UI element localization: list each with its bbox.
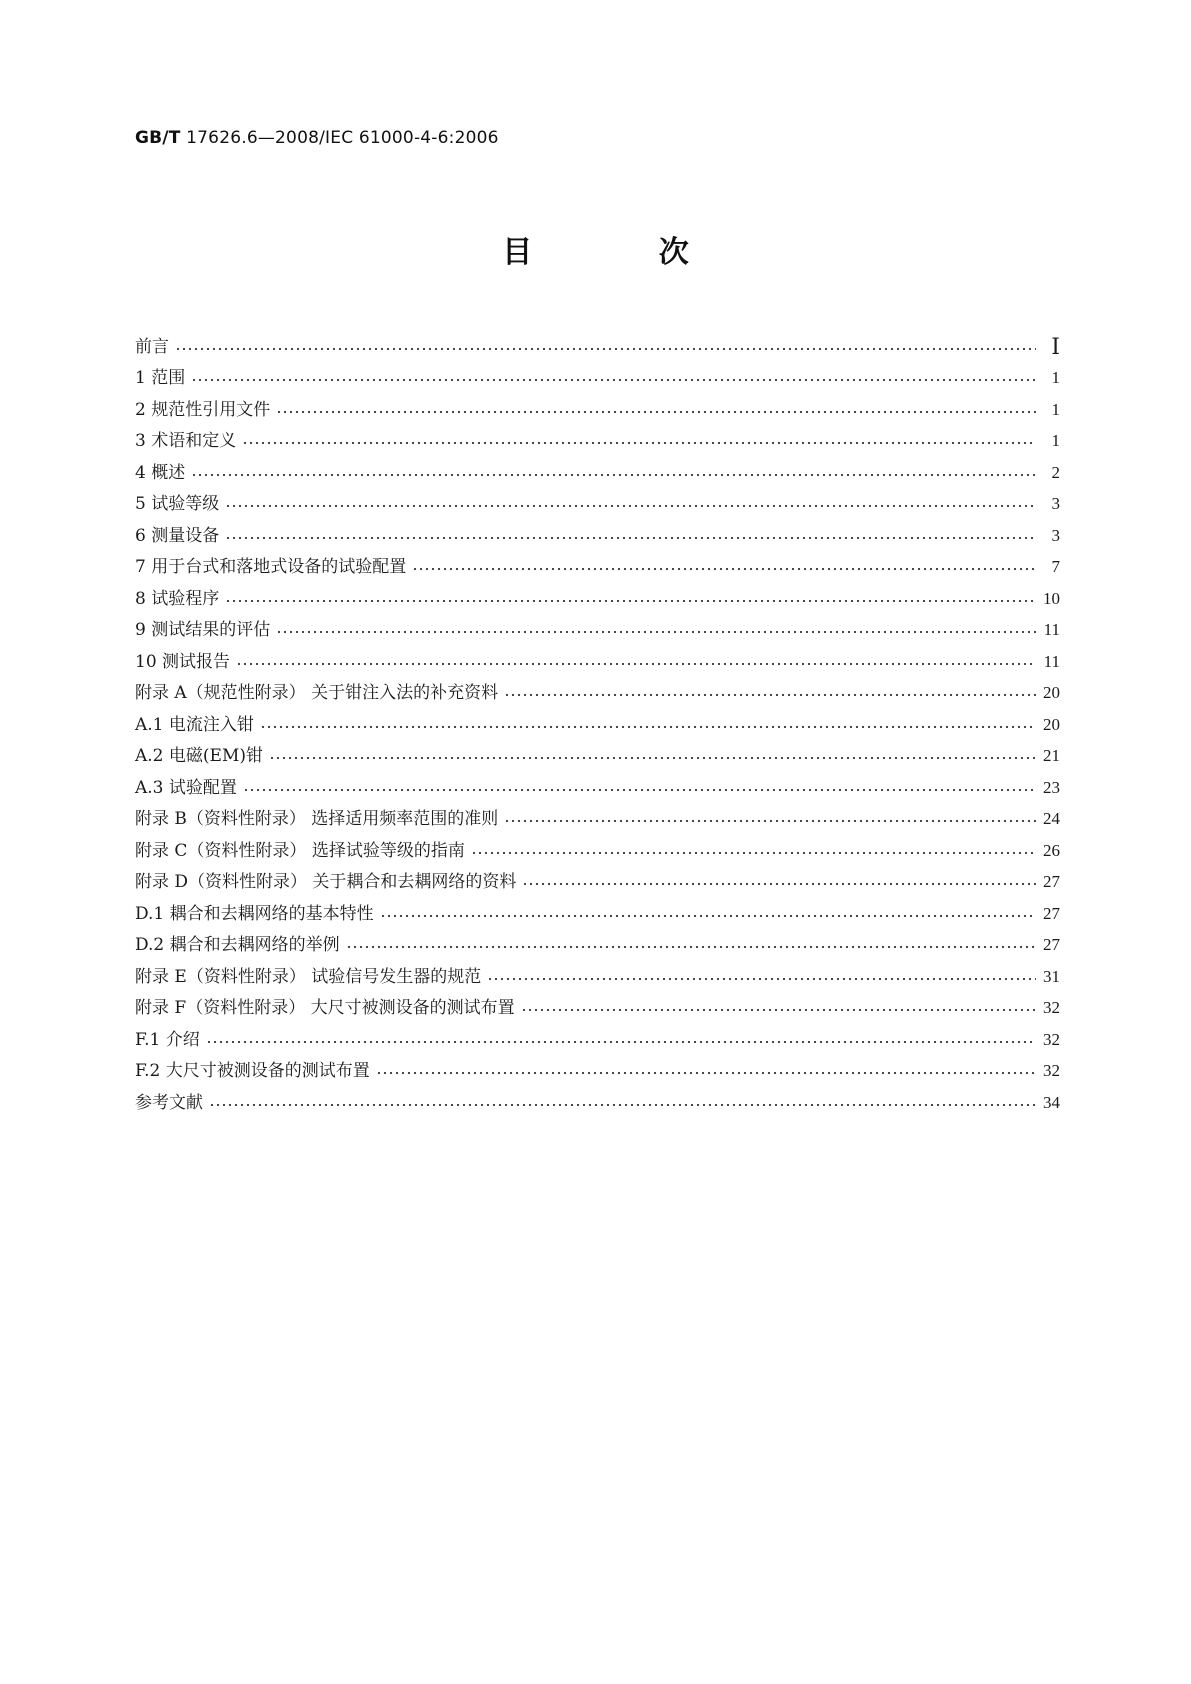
toc-entry-page-number: 21 <box>1043 746 1060 765</box>
toc-entry[interactable] <box>135 988 1060 1020</box>
toc-entry-label: 1 范围 <box>135 368 186 388</box>
toc-entry-label: 4 概述 <box>135 462 186 483</box>
toc-entry-label: 附录 D（资料性附录） 关于耦合和去耦网络的资料 <box>135 872 517 892</box>
toc-entry[interactable] <box>135 484 1060 516</box>
toc-entry-page-number: 1 <box>1051 431 1060 450</box>
dot-leader <box>209 1102 1036 1108</box>
dot-leader <box>376 1070 1036 1076</box>
toc-entry-page-number: 27 <box>1043 903 1060 923</box>
dot-leader <box>504 818 1036 824</box>
dot-leader <box>269 755 1036 761</box>
toc-entry-label: A.3 试验配置 <box>135 777 237 798</box>
toc-title: 目 次 <box>502 235 747 270</box>
toc-entry-page-number: 1 <box>1051 368 1060 387</box>
dot-leader <box>504 692 1036 698</box>
toc-entry-page-number: 3 <box>1051 525 1060 545</box>
toc-entry-page-number: 1 <box>1051 399 1060 419</box>
toc-entry-page-number: 20 <box>1043 714 1060 734</box>
toc-entry[interactable] <box>135 956 1060 988</box>
dot-leader <box>346 944 1036 950</box>
toc-entry-label: 8 试验程序 <box>135 588 220 609</box>
toc-entry[interactable] <box>135 326 1060 358</box>
toc-entry-label: 10 测试报告 <box>135 651 231 672</box>
toc-entry[interactable] <box>135 673 1060 705</box>
toc-entry-page-number: 24 <box>1043 809 1060 828</box>
toc-entry-label: F.2 大尺寸被测设备的测试布置 <box>135 1061 370 1081</box>
toc-entry[interactable] <box>135 515 1060 547</box>
dot-leader <box>260 724 1036 730</box>
dot-leader <box>242 440 1036 446</box>
toc-entry-label: 3 术语和定义 <box>135 431 237 451</box>
dot-leader <box>236 661 1036 667</box>
toc-entry[interactable] <box>135 610 1060 642</box>
dot-leader <box>191 472 1036 478</box>
toc-entry-page-number: 32 <box>1043 998 1060 1017</box>
toc-entry[interactable] <box>135 1082 1060 1114</box>
dot-leader <box>225 535 1036 541</box>
toc-entry-label: 附录 F（资料性附录） 大尺寸被测设备的测试布置 <box>135 998 515 1018</box>
toc-entry[interactable] <box>135 830 1060 862</box>
toc-entry[interactable] <box>135 452 1060 484</box>
toc-entry-label: 5 试验等级 <box>135 494 220 514</box>
dot-leader <box>487 976 1036 982</box>
standard-number: 17626.6—2008 <box>186 128 320 148</box>
toc-entry-label: 附录 B（资料性附录） 选择适用频率范围的准则 <box>135 809 499 829</box>
toc-entry-page-number: 26 <box>1043 840 1060 860</box>
dot-leader <box>175 346 1036 352</box>
dot-leader <box>191 377 1036 383</box>
standard-number-header <box>135 128 499 148</box>
dot-leader <box>225 598 1036 604</box>
toc-entry-label: 附录 C（资料性附录） 选择试验等级的指南 <box>135 840 465 861</box>
toc-entry-page-number: 10 <box>1043 588 1060 608</box>
toc-entry[interactable] <box>135 547 1060 579</box>
toc-entry[interactable] <box>135 1051 1060 1083</box>
toc-entry[interactable] <box>135 736 1060 768</box>
dot-leader <box>380 913 1036 919</box>
toc-entry-page-number: 11 <box>1043 620 1060 639</box>
toc-entry-page-number: Ⅰ <box>1051 333 1060 359</box>
dot-leader <box>471 850 1036 856</box>
toc-entry-page-number: 7 <box>1051 557 1060 576</box>
toc-entry-label: A.1 电流注入钳 <box>135 714 254 735</box>
toc-entry[interactable] <box>135 799 1060 831</box>
toc-entry-label: 6 测量设备 <box>135 525 220 546</box>
toc-entry-label: 2 规范性引用文件 <box>135 399 271 420</box>
toc-entry-page-number: 11 <box>1043 651 1060 671</box>
table-of-contents <box>135 326 1060 1114</box>
toc-entry[interactable] <box>135 862 1060 894</box>
toc-entry[interactable] <box>135 1019 1060 1051</box>
dot-leader <box>412 566 1036 572</box>
toc-entry-page-number: 34 <box>1043 1092 1060 1112</box>
toc-entry-label: 前言 <box>135 336 169 357</box>
toc-entry-page-number: 27 <box>1043 872 1060 891</box>
toc-entry-page-number: 32 <box>1043 1029 1060 1049</box>
toc-entry-label: 7 用于台式和落地式设备的试验配置 <box>135 557 407 577</box>
toc-entry[interactable] <box>135 641 1060 673</box>
toc-entry-label: 9 测试结果的评估 <box>135 620 271 640</box>
toc-entry-label: F.1 介绍 <box>135 1029 200 1050</box>
toc-entry[interactable] <box>135 389 1060 421</box>
dot-leader <box>522 881 1036 887</box>
toc-entry-page-number: 23 <box>1043 777 1060 797</box>
toc-entry[interactable] <box>135 925 1060 957</box>
toc-entry[interactable] <box>135 893 1060 925</box>
toc-entry-page-number: 20 <box>1043 683 1060 702</box>
toc-entry[interactable] <box>135 578 1060 610</box>
dot-leader <box>521 1007 1036 1013</box>
toc-entry-label: D.2 耦合和去耦网络的举例 <box>135 935 340 955</box>
toc-entry-page-number: 27 <box>1043 935 1060 954</box>
toc-entry-page-number: 2 <box>1051 462 1060 482</box>
dot-leader <box>225 503 1036 509</box>
toc-entry-page-number: 32 <box>1043 1061 1060 1080</box>
toc-entry[interactable] <box>135 421 1060 453</box>
dot-leader <box>276 629 1036 635</box>
toc-entry-page-number: 3 <box>1051 494 1060 513</box>
toc-entry[interactable] <box>135 767 1060 799</box>
toc-entry-label: 附录 A（规范性附录） 关于钳注入法的补充资料 <box>135 683 499 703</box>
toc-entry[interactable] <box>135 358 1060 390</box>
standard-code: GB/T <box>135 128 181 148</box>
equivalent-standard: /IEC 61000-4-6:2006 <box>319 128 499 148</box>
dot-leader <box>206 1039 1036 1045</box>
toc-entry-label: 附录 E（资料性附录） 试验信号发生器的规范 <box>135 966 482 987</box>
toc-entry-label: A.2 电磁(EM)钳 <box>135 746 263 766</box>
toc-entry-page-number: 31 <box>1043 966 1060 986</box>
toc-entry-label: 参考文献 <box>135 1092 203 1113</box>
dot-leader <box>243 787 1036 793</box>
dot-leader <box>276 409 1036 415</box>
toc-entry-label: D.1 耦合和去耦网络的基本特性 <box>135 903 374 924</box>
toc-entry[interactable] <box>135 704 1060 736</box>
